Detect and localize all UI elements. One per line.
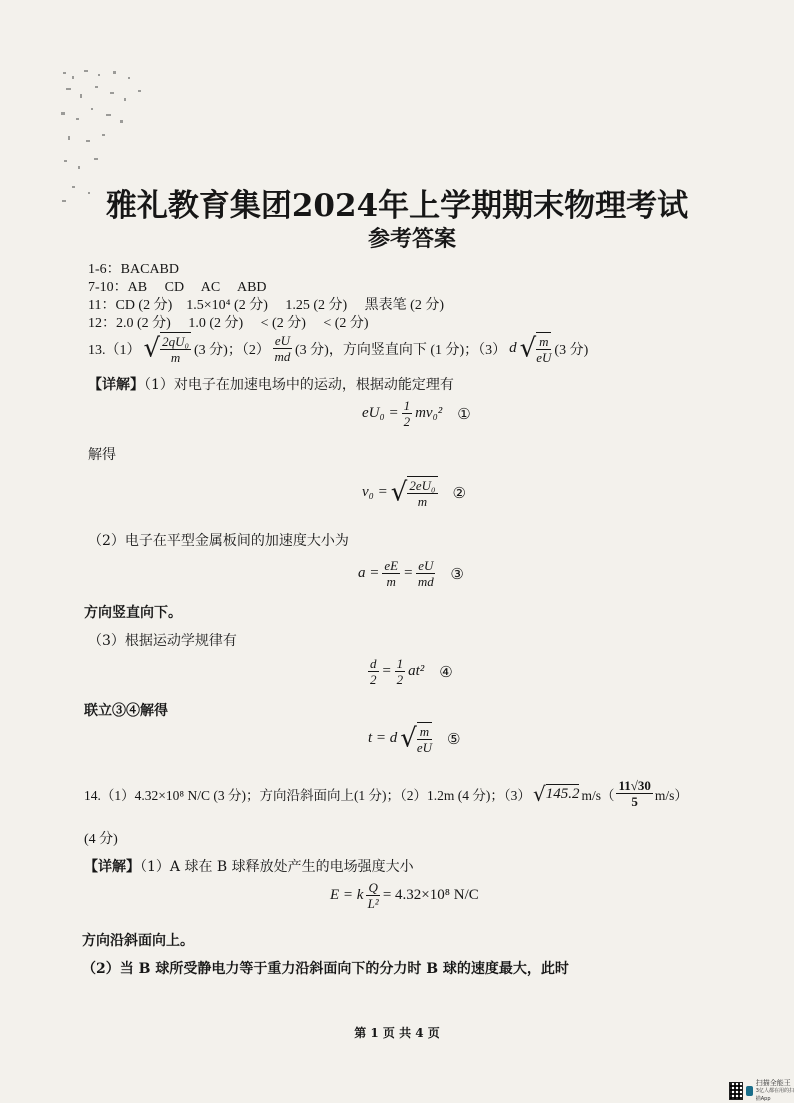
page-title: 雅礼教育集团2024年上学期期末物理考试 (105, 188, 689, 224)
detail14-tag: 【详解】 (84, 859, 140, 875)
eq3-frac1 (382, 558, 400, 589)
eq14-right: = 4.32×10⁸ N/C (382, 887, 479, 903)
equation-3 (358, 558, 464, 589)
eq2-den: m (417, 494, 428, 509)
equation-4 (368, 656, 453, 687)
q14-sqrt-val: 145.2 (545, 786, 580, 802)
q13-frac2-den: md (274, 349, 291, 364)
answer-q14 (84, 778, 688, 809)
q13-sqrt3-den: eU (536, 350, 552, 365)
q13-sqrt1: √ $\frac{\text{2qU₀}}{m}$ (143, 333, 189, 365)
answer-q12: 12：2.0 (2 分) 1.0 (2 分) < (2 分) < (2 分) (88, 316, 369, 331)
eq14-den: L² (367, 896, 379, 911)
answer-q11: 11：CD (2 分) 1.5×10⁴ (2 分) 1.25 (2 分) 黑表笔 (2 分) (88, 298, 445, 313)
eq3-num1: eE (384, 558, 399, 573)
eq14-num: Q (368, 880, 378, 895)
page-subtitle: 参考答案 (367, 226, 456, 252)
q14-text3: m/s） (654, 787, 688, 803)
equation-2 (362, 476, 466, 509)
q13-part3: (3 分) (554, 342, 589, 358)
detail13-text1: （1）对电子在加速电场中的运动，根据动能定理有 (144, 377, 454, 393)
answer-q1-6: 1-6：BACABD (88, 262, 180, 277)
q14-sqrt: √145.2 (532, 781, 580, 806)
eq1-num: 1 (403, 398, 411, 413)
scanner-subtitle: 3亿人都在用的扫描App (755, 1088, 794, 1102)
eq5-num: m (417, 724, 432, 740)
qr-code-icon (729, 1082, 743, 1100)
detail13-line3: 方向竖直向下。 (84, 605, 182, 621)
detail13-line5: 联立③④解得 (84, 703, 168, 719)
equation-1 (362, 398, 471, 429)
eq4-den2: 2 (396, 672, 404, 687)
eq14-frac (366, 880, 379, 911)
q14-text2: m/s（ (581, 787, 615, 803)
eq4-frac2 (395, 656, 406, 687)
detail14-text1: （1）A 球在 B 球释放处产生的电场强度大小 (140, 859, 414, 875)
eq1-frac (402, 398, 413, 429)
equation-14-1 (330, 880, 479, 911)
detail14-line2: 方向沿斜面向上。 (82, 933, 194, 949)
eq3-den1: m (386, 574, 396, 589)
q14-score: (4 分) (84, 832, 118, 847)
eq3-den2: md (417, 574, 434, 589)
answer-q7-10: 7-10：AB CD AC ABD (88, 280, 267, 295)
detail13-line1 (88, 374, 454, 394)
eq2-sqrt: √ $\frac{\text{2eU₀}}{m}$ (390, 477, 436, 509)
equation-5 (368, 722, 461, 755)
page-number: 第 1 页 共 4 页 (354, 1026, 440, 1040)
q13-frac2 (273, 333, 292, 364)
q13-part1: (3 分)；（2） (194, 342, 270, 358)
eq2-num: 2eU₀ (409, 478, 436, 493)
q13-sqrt3-num: m (536, 334, 551, 350)
eq1-left: eU₀ = (362, 405, 399, 421)
eq3-num2: eU (418, 558, 434, 573)
q14-text1: 14.（1）4.32×10⁸ N/C (3 分)；方向沿斜面向上(1 分)；（2）1.2m (4 分)；（3） (84, 787, 531, 803)
eq14-left: E = k (330, 887, 364, 903)
detail14-line3: （2）当 B 球所受静电力等于重力沿斜面向下的分力时 B 球的速度最大，此时 (82, 961, 569, 977)
q13-sqrt1-num: 2qU₀ (162, 334, 189, 349)
eq4-number: ④ (439, 662, 453, 681)
eq1-den: 2 (403, 414, 411, 429)
q13-part2: (3 分)，方向竖直向下 (1 分)；（3） (295, 342, 507, 358)
eq2-left: v₀ = (362, 484, 388, 500)
eq3-number: ③ (450, 564, 464, 583)
eq3-frac2 (416, 558, 435, 589)
eq4-right: at² (408, 663, 425, 679)
eq3-left: a = (358, 565, 380, 581)
q13-sqrt1-den: m (170, 350, 181, 365)
detail13-line2: （2）电子在平型金属板间的加速度大小为 (88, 533, 349, 549)
scanner-watermark (729, 1079, 794, 1103)
q14-frac-num: 11√30 (618, 778, 651, 793)
eq5-number: ⑤ (447, 729, 461, 748)
scanner-text (756, 1079, 794, 1103)
eq5-den: eU (416, 740, 433, 755)
q14-frac-den: 5 (631, 794, 638, 809)
q13-frac2-num: eU (274, 333, 290, 348)
scanner-logo-icon (746, 1086, 753, 1096)
detail13-tag: 【详解】 (88, 377, 144, 393)
eq4-num2: 1 (396, 656, 404, 671)
detail13-line4: （3）根据运动学规律有 (88, 633, 237, 649)
eq4-den1: 2 (370, 672, 377, 687)
eq2-number: ② (452, 483, 466, 502)
scanner-name: 扫描全能王 (755, 1079, 791, 1087)
jiede-1: 解得 (88, 447, 116, 463)
eq1-right: mv₀² (415, 405, 443, 421)
eq4-equals: = (381, 663, 392, 679)
eq4-frac1 (368, 656, 379, 687)
eq4-num1: d (370, 656, 377, 671)
q13-prefix: 13.（1） (88, 342, 141, 358)
q13-d: d (509, 340, 517, 356)
answer-q13 (88, 332, 588, 365)
eq5-sqrt: √ $\frac{m}{eU}$ (400, 723, 433, 755)
eq5-left: t = d (368, 730, 398, 746)
detail14-line1 (84, 856, 414, 876)
eq1-number: ① (457, 404, 471, 423)
eq3-equals: = (403, 565, 414, 581)
q13-sqrt3: √ $\frac{m}{eU}$ (519, 333, 552, 365)
q14-frac (616, 778, 652, 809)
